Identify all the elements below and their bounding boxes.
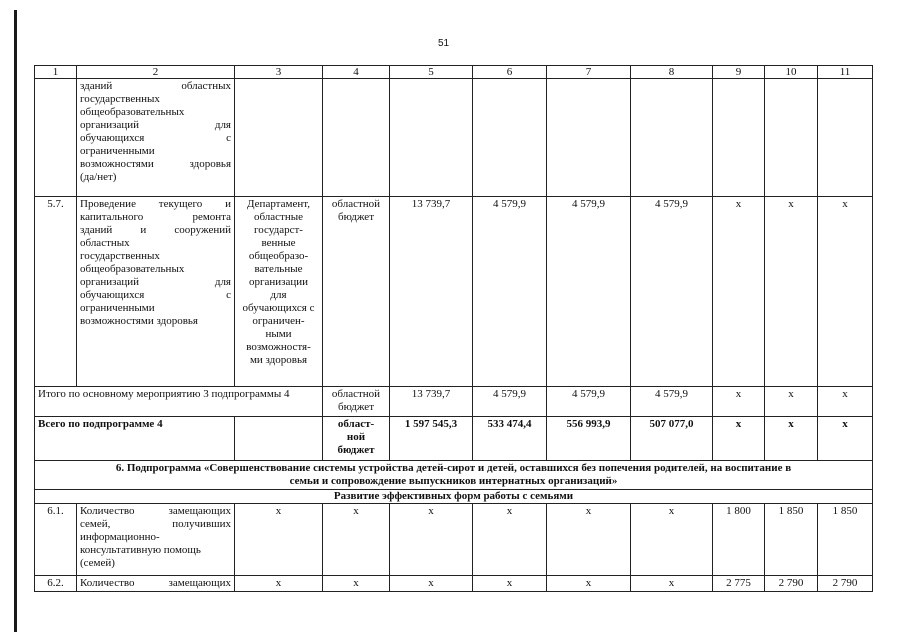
col-header: 6	[473, 66, 547, 79]
subsection-title-row	[35, 490, 873, 504]
indicator-name	[77, 79, 235, 197]
text-line: возможностя-	[246, 341, 311, 353]
text-word: Проведение	[80, 198, 136, 210]
value-cell: х	[547, 504, 631, 576]
value-cell: х	[765, 197, 818, 387]
col-header: 4	[323, 66, 390, 79]
value-cell: 556 993,9	[547, 417, 631, 461]
text-word: областных	[181, 80, 231, 92]
text-line: государственных	[80, 250, 160, 262]
text-word: получивших	[172, 518, 231, 530]
funding-source: областной бюджет	[323, 197, 390, 387]
column-number-row	[35, 66, 873, 79]
text-line: ограниченными	[80, 145, 155, 157]
value-cell: х	[631, 576, 713, 592]
value-cell: 2 790	[818, 576, 873, 592]
text-line: государственных	[80, 93, 160, 105]
text-line: общеобразовательных	[80, 263, 185, 275]
text-line: общеобразо-	[248, 250, 309, 262]
text-line: вательные	[254, 263, 303, 275]
text-word: организаций	[80, 276, 140, 288]
funding-source: област-ной бюджет	[323, 417, 390, 461]
col-header: 9	[713, 66, 765, 79]
value-cell: 1 800	[713, 504, 765, 576]
text-word: Количество	[80, 505, 135, 517]
text-word: капитального	[80, 211, 144, 223]
text-line: ограниченными	[80, 302, 155, 314]
text-word: здоровья	[189, 158, 231, 170]
table-row-total	[35, 417, 873, 461]
col-header: 2	[77, 66, 235, 79]
value-cell: х	[547, 576, 631, 592]
text-word: зданий	[80, 224, 113, 236]
text-line: (семей)	[80, 557, 115, 569]
text-line: Департамент,	[247, 198, 310, 210]
value-cell: х	[713, 197, 765, 387]
text-line: ными	[265, 328, 292, 340]
text-word: замещающих	[168, 505, 231, 517]
indicator-name	[77, 197, 235, 387]
row-number	[35, 79, 77, 197]
value-cell: 4 579,9	[473, 387, 547, 417]
text-line: ограничен-	[252, 315, 305, 327]
value-cell: х	[765, 387, 818, 417]
executor	[235, 197, 323, 387]
text-line: общеобразовательных	[80, 106, 185, 118]
value-cell: х	[473, 504, 547, 576]
text-line: обучающихся с	[242, 302, 315, 314]
left-margin-rule	[14, 10, 17, 632]
text-line: возможностями здоровья	[80, 315, 198, 327]
col-header: 7	[547, 66, 631, 79]
col-header: 10	[765, 66, 818, 79]
value-cell: х	[323, 504, 390, 576]
indicator-name	[77, 576, 235, 592]
text-word: обучающихся	[80, 289, 145, 301]
text-word: зданий	[80, 80, 113, 92]
row-number: 6.1.	[35, 504, 77, 576]
value-cell: 1 850	[818, 504, 873, 576]
text-line: областные	[253, 211, 304, 223]
table-row-6-2	[35, 576, 873, 592]
value-cell: 1 850	[765, 504, 818, 576]
text-line: консультативную помощь	[80, 544, 201, 556]
text-line: информационно-	[80, 531, 160, 543]
col-header: 5	[390, 66, 473, 79]
value-cell: х	[390, 504, 473, 576]
text-word: сооружений	[174, 224, 231, 236]
text-line: государст-	[254, 224, 303, 236]
text-word: возможностями	[80, 158, 154, 170]
value-cell: 507 077,0	[631, 417, 713, 461]
text-word: Количество	[80, 577, 135, 589]
table-row-itogo	[35, 387, 873, 417]
value-cell: 13 739,7	[390, 387, 473, 417]
value-cell: 1 597 545,3	[390, 417, 473, 461]
value-cell: 2 775	[713, 576, 765, 592]
text-line: ми здоровья	[249, 354, 308, 366]
text-word: замещающих	[168, 577, 231, 589]
row-number: 6.2.	[35, 576, 77, 592]
col-header: 3	[235, 66, 323, 79]
section-title: 6. Подпрограмма «Совершенствование системы устройства детей-сирот и детей, оставшихся без попечения родителей, на воспитание в семьи и сопровождение выпускников интернатных организаций»	[35, 461, 873, 490]
text-line: организации	[248, 276, 309, 288]
value-cell: х	[323, 576, 390, 592]
text-word: с	[226, 132, 231, 144]
text-word: для	[214, 119, 231, 131]
value-cell: 4 579,9	[547, 387, 631, 417]
value-cell: 4 579,9	[631, 387, 713, 417]
value-cell: х	[713, 387, 765, 417]
value-cell: 533 474,4	[473, 417, 547, 461]
subsection-title: Развитие эффективных форм работы с семьями	[35, 490, 873, 504]
text-line: венные	[261, 237, 296, 249]
text-word: текущего	[158, 198, 203, 210]
itogo-label: Итого по основному мероприятию 3 подпрограммы 4	[35, 387, 323, 417]
text-word: семей,	[80, 518, 111, 530]
program-table	[34, 65, 873, 592]
text-word: обучающихся	[80, 132, 145, 144]
row-number: 5.7.	[35, 197, 77, 387]
table-row-continuation	[35, 79, 873, 197]
text-line: (да/нет)	[80, 171, 117, 183]
total-label: Всего по подпрограмме 4	[35, 417, 235, 461]
value-cell: 4 579,9	[473, 197, 547, 387]
text-word: организаций	[80, 119, 140, 131]
value-cell: х	[235, 504, 323, 576]
col-header: 1	[35, 66, 77, 79]
table-row-6-1	[35, 504, 873, 576]
value-cell: х	[235, 576, 323, 592]
value-cell: х	[390, 576, 473, 592]
col-header: 11	[818, 66, 873, 79]
value-cell: 13 739,7	[390, 197, 473, 387]
text-word: с	[226, 289, 231, 301]
funding-source: областной бюджет	[323, 387, 390, 417]
value-cell: 4 579,9	[547, 197, 631, 387]
value-cell: х	[818, 417, 873, 461]
text-word: для	[214, 276, 231, 288]
section-title-row	[35, 461, 873, 490]
text-word: и	[225, 198, 231, 210]
value-cell: х	[473, 576, 547, 592]
value-cell: х	[765, 417, 818, 461]
text-line: областных	[80, 237, 130, 249]
text-word: и	[140, 224, 147, 236]
col-header: 8	[631, 66, 713, 79]
value-cell: 2 790	[765, 576, 818, 592]
value-cell: х	[818, 197, 873, 387]
text-word: ремонта	[192, 211, 231, 223]
value-cell: х	[631, 504, 713, 576]
table-row-5-7	[35, 197, 873, 387]
value-cell: 4 579,9	[631, 197, 713, 387]
page-number: 51	[438, 38, 450, 49]
value-cell: х	[818, 387, 873, 417]
value-cell: х	[713, 417, 765, 461]
text-line: для	[270, 289, 287, 301]
indicator-name	[77, 504, 235, 576]
